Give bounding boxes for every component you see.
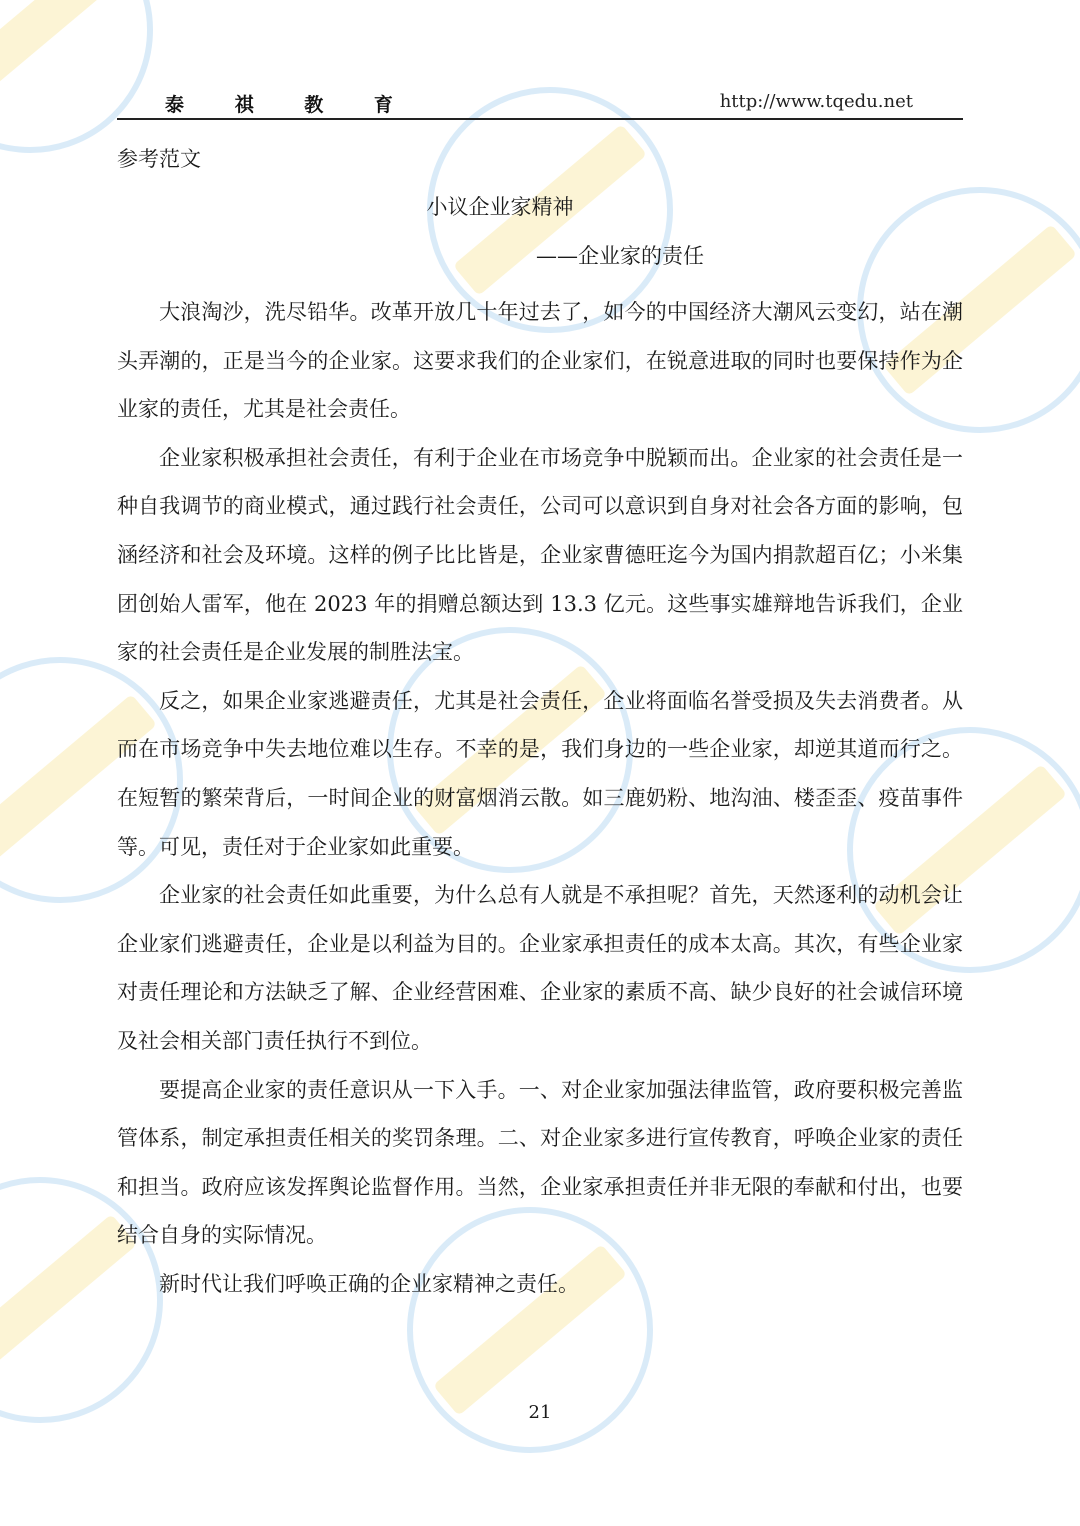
essay-title: 小议企业家精神 (426, 195, 574, 219)
essay-subtitle: ——企业家的责任 (536, 244, 704, 268)
paragraph: 要提高企业家的责任意识从一下入手。一、对企业家加强法律监管，政府要积极完善监管体系，制定承担责任相关的奖罚条理。二、对企业家多进行宣传教育，呼唤企业家的责任和担当。政府应该发挥舆论监督作用。当然，企业家承担责任并非无限的奉献和付出，也要结合自身的实际情况。 (117, 1077, 963, 1248)
essay-body (117, 288, 963, 1308)
paragraph: 新时代让我们呼唤正确的企业家精神之责任。 (159, 1271, 579, 1296)
paragraph: 企业家的社会责任如此重要，为什么总有人就是不承担呢？首先，天然逐利的动机会让企业家们逃避责任，企业是以利益为目的。企业家承担责任的成本太高。其次，有些企业家对责任理论和方法缺乏了解、企业经营困难、企业家的素质不高、缺少良好的社会诚信环境及社会相关部门责任执行不到位。 (117, 883, 963, 1053)
page-number: 21 (528, 1402, 552, 1423)
paragraph: 大浪淘沙，洗尽铅华。改革开放几十年过去了，如今的中国经济大潮风云变幻，站在潮头弄潮的，正是当今的企业家。这要求我们的企业家们，在锐意进取的同时也要保持作为企业家的责任，尤其是社会责任。 (117, 300, 963, 422)
section-label: 参考范文 (117, 147, 201, 171)
page-header (117, 86, 963, 120)
brand-name: 泰 祺 教 育 (165, 94, 415, 116)
paragraph: 反之，如果企业家逃避责任，尤其是社会责任，企业将面临名誉受损及失去消费者。从而在市场竞争中失去地位难以生存。不幸的是，我们身边的一些企业家，却逆其道而行之。在短暂的繁荣背后，一时间企业的财富烟消云散。如三鹿奶粉、地沟油、楼歪歪、疫苗事件等。可见，责任对于企业家如此重要。 (117, 688, 963, 859)
website-url: http://www.tqedu.net (719, 91, 913, 112)
paragraph: 企业家积极承担社会责任，有利于企业在市场竞争中脱颖而出。企业家的社会责任是一种自我调节的商业模式，通过践行社会责任，公司可以意识到自身对社会各方面的影响，包涵经济和社会及环境。这样的例子比比皆是，企业家曹德旺迄今为国内捐款超百亿；小米集团创始人雷军，他在 2023 年的捐赠总额达到 13.3 亿元。这些事实雄辩地告诉我们，企业家的社会责任是企业发展的制胜法宝。 (117, 445, 963, 665)
